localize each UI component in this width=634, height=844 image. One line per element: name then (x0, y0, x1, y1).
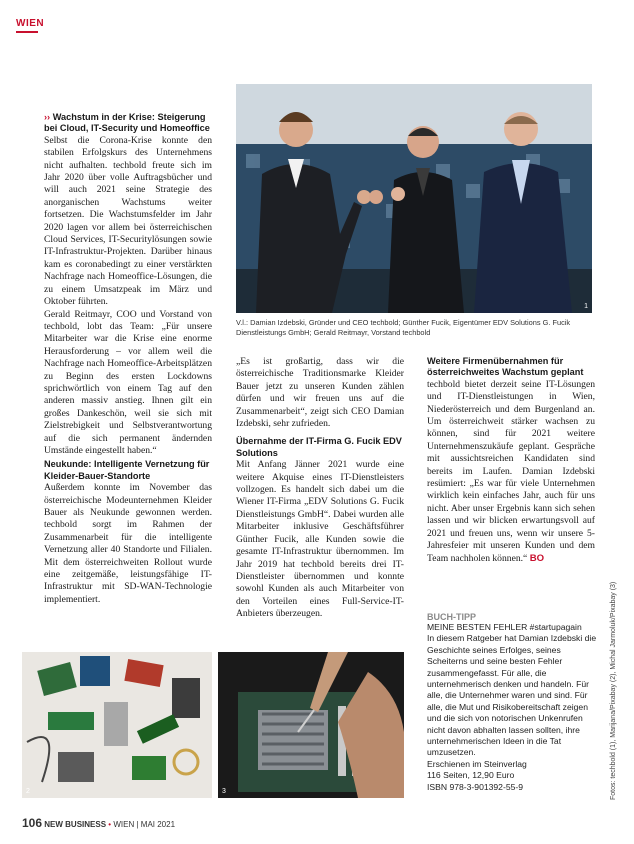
article-column-3 (427, 356, 595, 565)
photo-number-3: 3 (222, 788, 226, 795)
book-tip-title: MEINE BESTEN FEHLER #startupagain (427, 622, 582, 632)
paragraph-kleider-bauer: Außerdem konnte im November das österreichische Modeunternehmen Kleider Bauer als Neukunde gewonnen werden. techbold sorgt im Rahmen der Zusammenarbeit für die intelligente Vernetzung aller 40 Standorte und Filialen. Mit dem österreichweiten Rollout wurde eine zeitgemäße, leistungsfähige IT-Infrastruktur mit SD-WAN-Technologie implementiert. (44, 482, 212, 605)
article-column-2 (236, 356, 404, 621)
article-column-1 (44, 112, 212, 606)
subheading-growth: ›› Wachstum in der Krise: Steigerung bei Cloud, IT-Security und Homeoffice (44, 112, 210, 134)
footer-section: WIEN (113, 820, 135, 829)
paragraph-expansion: techbold bietet derzeit seine IT-Lösungen und IT-Dienstleistungen in Wien, Niederösterreich und dem Burgenland an. Um österreichweit stärker wachsen zu können, sind für 2021 weitere Unternehmenszukäufe geplant. Gespräche mit aussichtsreichen Kandidaten sind bereits im Laufen. Damian Izdebski resümiert: „Es war für viele Unternehmen wirklich kein einfaches Jahr, auch für uns nicht. Aber unser Ergebnis kann sich sehen lassen und wir blicken erwartungsvoll auf 2021 und freuen uns, wenn wir unsere 5-Jahresfeier mit unseren Kunden und dem Team nachholen können.“ BO (427, 378, 595, 564)
photo-credits: Fotos: techbold (1), Marijana/Pixabay (2), Michal Jarmoluk/Pixabay (3) (610, 581, 617, 800)
book-tip-details: 116 Seiten, 12,90 Euro (427, 770, 515, 781)
photo-motherboard (218, 652, 404, 798)
page-number: 106 (22, 816, 43, 830)
section-label: WIEN (16, 18, 45, 29)
book-tip-label: BUCH-TIPP (427, 612, 476, 622)
book-tip-publisher: Erschienen im Steinverlag (427, 758, 527, 769)
subheading-acquisition: Übernahme der IT-Firma G. Fucik EDV Solutions (236, 436, 402, 458)
footer-bullet: • (108, 820, 112, 829)
photo-number-1: 1 (584, 303, 588, 310)
paragraph-growth: Selbst die Corona-Krise konnte den stabilen Erfolgskurs des Unternehmens nicht aufhalten. techbold freute sich im Jahr 2020 über volle Auftragsbücher und will auch 2021 seine Strategie des anorganischen Wachstums weiter fortsetzen. Die Wachstumsfelder im Jahr 2020 lagen vor allem bei österreichischen Cloud Services, IT-Securitylösungen sowie IT-Infrastruktur-Projekten. Darüber hinaus kam es coronabedingt zu einer verstärkten Nachfrage nach Homeoffice-Lösungen, die zu einem Umsatzpeak im März und Oktober führten. (44, 134, 212, 308)
book-tip-isbn: ISBN 978-3-901392-55-9 (427, 781, 524, 792)
paragraph-reitmayr-quote: Gerald Reitmayr, COO und Vorstand von techbold, lobt das Team: „Für unsere Mitarbeiter war die Krise eine enorme Herausforderung – vor allem weil die Nachfrage nach Homeoffice-Arbeitsplätzen zu Beginn des ersten Lockdowns sprichwörtlich von einem Tag auf den anderen massiv anstieg. Ihnen gilt ein großes Dankeschön, weil sie sich mit Zielstrebigkeit und Selbstverantwortung auf die sich permanent ändernden Umstände eingestellt haben.“ (44, 308, 212, 456)
page-footer (22, 816, 175, 830)
paragraph-izdebski-quote: „Es ist großartig, dass wir die österreichische Traditionsmarke Kleider Bauer jetzt zu unseren Kunden zählen dürfen und wir freuen uns auf die Zusammenarbeit“, zeigt sich CEO Damian Izdebski, sehr zufrieden. (236, 356, 404, 430)
book-tip-description: In diesem Ratgeber hat Damian Izdebski die Geschichte seines Erfolges, seines Scheiterns und seine besten Fehler zusammengefasst. Für alle, die unternehmerisch denken und handeln. Für alle, die Unternehmer waren und sind. Für alle, die Mut und Risikobereitschaft zeigen und die sich von notorischen Unkenrufen nicht davon abhalten lassen sollten, ihre unternehmerischen Ideen in die Tat umzusetzen. (427, 633, 597, 758)
subheading-new-customer: Neukunde: Intelligente Vernetzung für Kleider-Bauer-Standorte (44, 459, 210, 481)
hardware-parts-image (22, 652, 212, 798)
paragraph-acquisition: Mit Anfang Jänner 2021 wurde eine weitere Akquise eines IT-Dienstleisters vollzogen. Es handelt sich dabei um die Wiener IT-Firma „EDV Solutions G. Fucik Dienstleistungs GmbH“. Dabei wurden alle Mitarbeiter inklusive Geschäftsführer Günther Fucik, alle Kunden sowie die gesamte IT-Infrastruktur übernommen. Im Jahr 2019 hat techbold bereits drei IT-Dienstleister übernommen und konnte sowohl Kunden als auch Mitarbeiter von den Vorteilen eines Full-Service-IT-Anbieters überzeugen. (236, 459, 404, 620)
photo-hardware-parts (22, 652, 212, 798)
main-photo-caption: V.l.: Damian Izdebski, Gründer und CEO techbold; Günther Fucik, Eigentümer EDV Solutions G. Fucik Dienstleistungs GmbH; Gerald Reitmayr, Vorstand techbold (236, 318, 571, 337)
motherboard-image (218, 652, 404, 798)
main-photo (236, 84, 592, 313)
footer-pipe: | (136, 820, 139, 829)
section-underline (16, 31, 38, 33)
photo-number-2: 2 (26, 788, 30, 795)
red-arrow-icon: ›› (44, 112, 51, 122)
book-tip-box (427, 612, 597, 793)
subheading-further-acquisitions: Weitere Firmenübernahmen für österreichweites Wachstum geplant (427, 356, 584, 378)
footer-issue: MAI 2021 (140, 820, 176, 829)
group-photo-image (236, 84, 592, 313)
author-signoff: BO (529, 552, 545, 564)
magazine-name: NEW BUSINESS (44, 820, 107, 829)
